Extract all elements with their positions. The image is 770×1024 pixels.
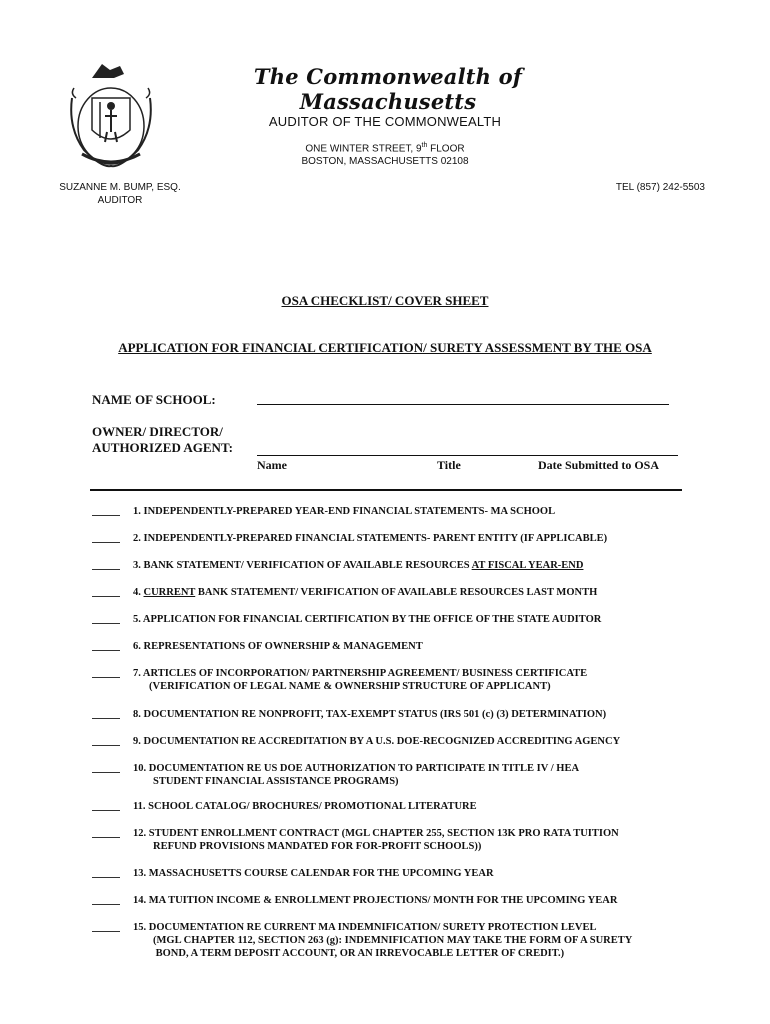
address-line-1: ONE WINTER STREET, 9th FLOOR <box>305 142 465 155</box>
checkbox-blank[interactable] <box>92 810 120 811</box>
checklist-title: OSA CHECKLIST/ COVER SHEET <box>281 293 489 308</box>
list-item: 12. STUDENT ENROLLMENT CONTRACT (MGL CHAPTER 255, SECTION 13K PRO RATA TUITION REFUND PROVISIONS MANDATED FOR FOR-PROFIT SCHOOLS)) <box>133 828 619 852</box>
state-seal-icon <box>62 58 160 170</box>
list-item: 14. MA TUITION INCOME & ENROLLMENT PROJECTIONS/ MONTH FOR THE UPCOMING YEAR <box>133 895 618 906</box>
checkbox-blank[interactable] <box>92 877 120 878</box>
checkbox-blank[interactable] <box>92 904 120 905</box>
school-name-field[interactable] <box>257 404 669 405</box>
section-divider <box>90 489 682 491</box>
column-date: Date Submitted to OSA <box>538 458 660 472</box>
checkbox-blank[interactable] <box>92 745 120 746</box>
school-name-label: NAME OF SCHOOL: <box>92 392 216 407</box>
application-title: APPLICATION FOR FINANCIAL CERTIFICATION/ SURETY ASSESSMENT BY THE OSA <box>118 340 652 355</box>
auditor-name: SUZANNE M. BUMP, ESQ. <box>59 182 181 193</box>
list-item: 15. DOCUMENTATION RE CURRENT MA INDEMNIFICATION/ SURETY PROTECTION LEVEL (MGL CHAPTER 112, SECTION 263 (g): INDEMNIFICATION MAY TAKE THE FORM OF A SURETY BOND, A TERM DEPOSIT ACCOUNT, OR AN IRREVOCABLE LETTER OF CREDIT.) <box>133 922 633 959</box>
list-item: 5. APPLICATION FOR FINANCIAL CERTIFICATION BY THE OFFICE OF THE STATE AUDITOR <box>133 614 602 625</box>
owner-label-line2: AUTHORIZED AGENT: <box>92 440 233 455</box>
list-item: 13. MASSACHUSETTS COURSE CALENDAR FOR THE UPCOMING YEAR <box>133 868 494 879</box>
column-title: Title <box>437 458 461 472</box>
list-item: 6. REPRESENTATIONS OF OWNERSHIP & MANAGEMENT <box>133 641 423 652</box>
list-item: 7. ARTICLES OF INCORPORATION/ PARTNERSHIP AGREEMENT/ BUSINESS CERTIFICATE (VERIFICATION OF LEGAL NAME & OWNERSHIP STRUCTURE OF APPLICANT) <box>133 668 588 692</box>
checkbox-blank[interactable] <box>92 772 120 773</box>
checkbox-blank[interactable] <box>92 623 120 624</box>
column-name: Name <box>257 458 287 472</box>
list-item: 4. CURRENT BANK STATEMENT/ VERIFICATION OF AVAILABLE RESOURCES LAST MONTH <box>133 587 598 598</box>
checkbox-blank[interactable] <box>92 718 120 719</box>
list-item: 3. BANK STATEMENT/ VERIFICATION OF AVAILABLE RESOURCES AT FISCAL YEAR-END <box>133 560 584 571</box>
office-title: AUDITOR OF THE COMMONWEALTH <box>268 114 502 129</box>
owner-label-line1: OWNER/ DIRECTOR/ <box>92 424 223 439</box>
checkbox-blank[interactable] <box>92 837 120 838</box>
checkbox-blank[interactable] <box>92 596 120 597</box>
auditor-role: AUDITOR <box>97 195 143 206</box>
telephone: TEL (857) 242-5503 <box>615 182 705 193</box>
list-item: 8. DOCUMENTATION RE NONPROFIT, TAX-EXEMPT STATUS (IRS 501 (c) (3) DETERMINATION) <box>133 709 607 720</box>
checkbox-blank[interactable] <box>92 650 120 651</box>
address-line-2: BOSTON, MASSACHUSETTS 02108 <box>301 156 469 167</box>
list-item: 10. DOCUMENTATION RE US DOE AUTHORIZATION TO PARTICIPATE IN TITLE IV / HEA STUDENT FINANCIAL ASSISTANCE PROGRAMS) <box>133 763 580 787</box>
list-item: 11. SCHOOL CATALOG/ BROCHURES/ PROMOTIONAL LITERATURE <box>133 801 477 812</box>
checkbox-blank[interactable] <box>92 569 120 570</box>
checkbox-blank[interactable] <box>92 515 120 516</box>
list-item: 2. INDEPENDENTLY-PREPARED FINANCIAL STATEMENTS- PARENT ENTITY (IF APPLICABLE) <box>133 533 608 544</box>
list-item: 9. DOCUMENTATION RE ACCREDITATION BY A U.S. DOE-RECOGNIZED ACCREDITING AGENCY <box>133 736 621 747</box>
list-item: 1. INDEPENDENTLY-PREPARED YEAR-END FINANCIAL STATEMENTS- MA SCHOOL <box>133 506 556 517</box>
checkbox-blank[interactable] <box>92 677 120 678</box>
owner-signature-field[interactable] <box>257 455 678 456</box>
commonwealth-title: The Commonwealth of Massachusetts <box>253 64 523 114</box>
checkbox-blank[interactable] <box>92 931 120 932</box>
checkbox-blank[interactable] <box>92 542 120 543</box>
